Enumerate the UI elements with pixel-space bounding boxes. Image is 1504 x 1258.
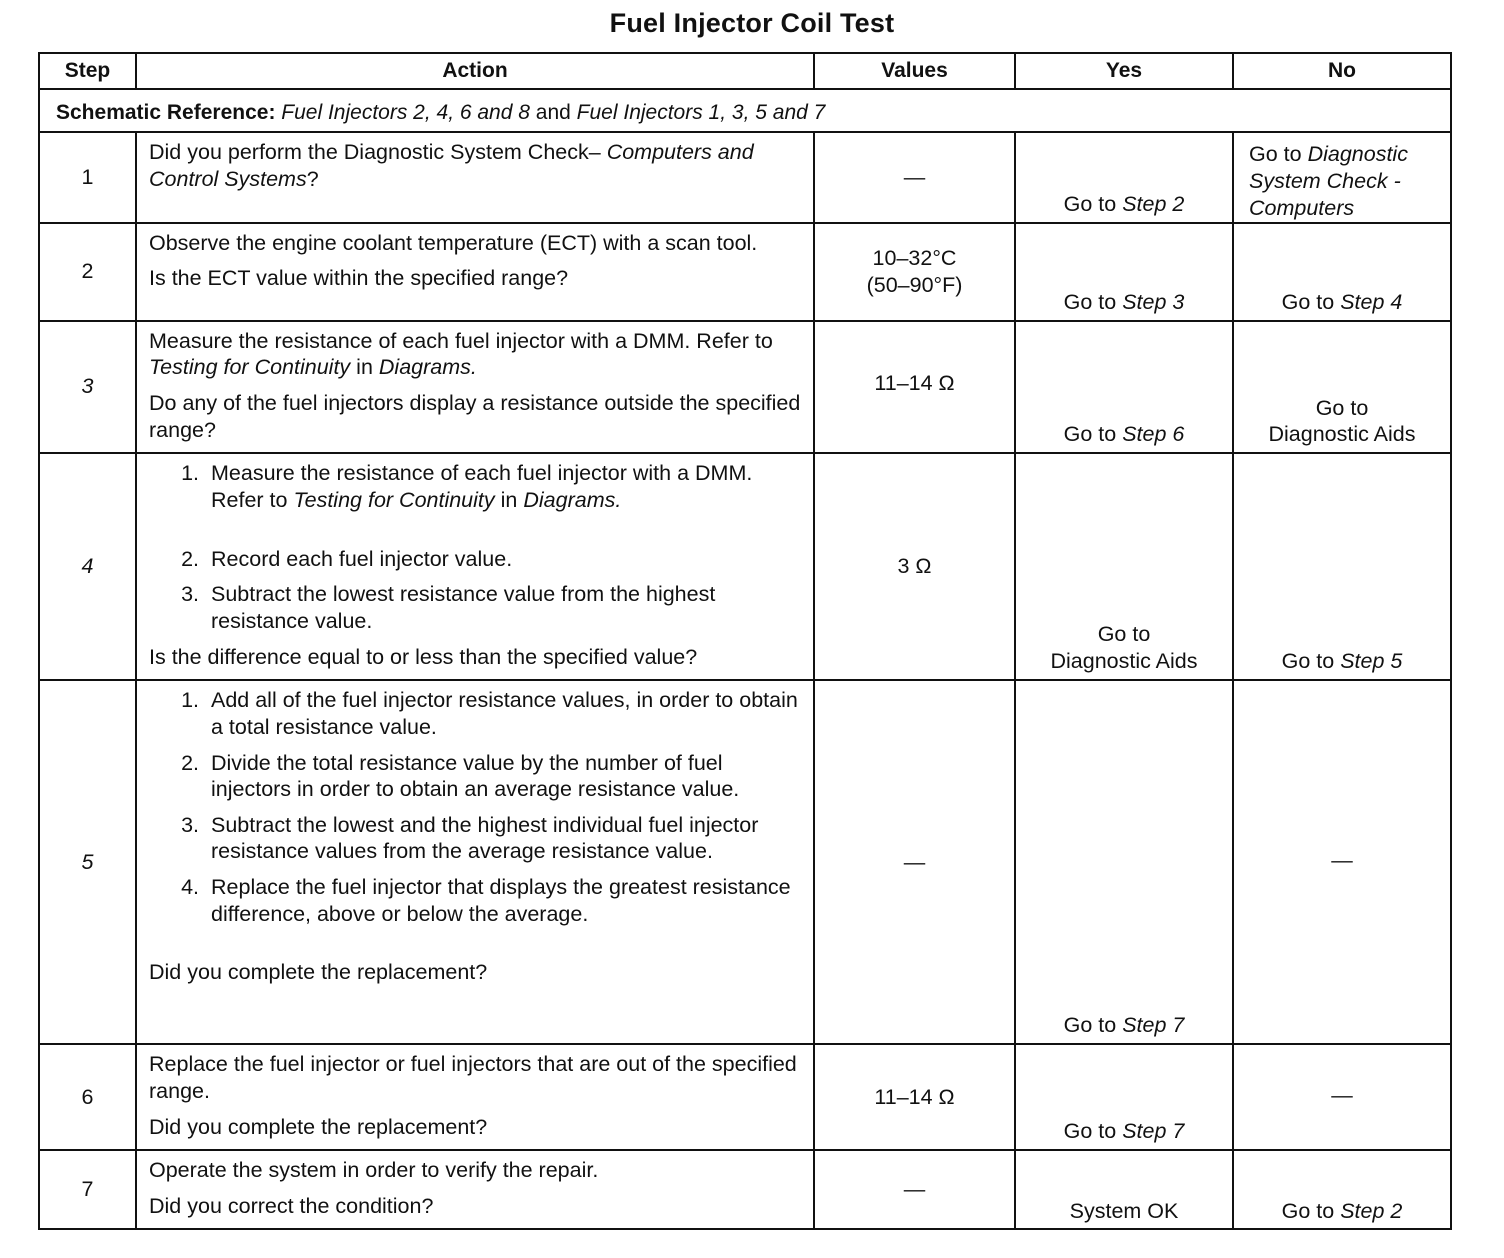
value-cell: — bbox=[814, 1150, 1015, 1229]
list-item: 1. Add all of the fuel injector resistance values, in order to obtain a total resistance value. bbox=[205, 687, 801, 740]
yes-link-diagnostic-aids[interactable]: Diagnostic Aids bbox=[1050, 649, 1198, 674]
value-cell: — bbox=[814, 680, 1015, 1044]
yes-text: Go to bbox=[1063, 422, 1117, 447]
list-item: 2. Record each fuel injector value. bbox=[205, 546, 801, 573]
yes-text: Go to bbox=[1063, 289, 1117, 314]
table-row bbox=[39, 680, 1451, 1044]
table-row bbox=[39, 1150, 1451, 1229]
action-question: Did you correct the condition? bbox=[149, 1193, 434, 1218]
no-link-step[interactable]: Step 5 bbox=[1340, 649, 1403, 674]
yes-text: Go to bbox=[1097, 622, 1151, 647]
table-row bbox=[39, 453, 1451, 680]
table-row bbox=[39, 132, 1451, 223]
table-row bbox=[39, 321, 1451, 454]
value-fahrenheit: (50–90°F) bbox=[866, 272, 963, 297]
header-values: Values bbox=[814, 53, 1015, 89]
list-item: 3. Subtract the lowest resistance value from the highest resistance value. bbox=[205, 581, 801, 634]
yes-link-step[interactable]: Step 3 bbox=[1122, 289, 1185, 314]
step-number: 5 bbox=[39, 680, 136, 1044]
value-celsius: 10–32°C bbox=[872, 245, 957, 270]
action-question: Did you complete the replacement? bbox=[149, 1114, 488, 1139]
action-question: Is the difference equal to or less than the specified value? bbox=[149, 644, 698, 669]
value-cell: 3 Ω bbox=[814, 453, 1015, 680]
action-cell bbox=[136, 1044, 814, 1150]
no-cell bbox=[1233, 1150, 1451, 1229]
no-cell: — bbox=[1233, 1044, 1451, 1150]
no-cell bbox=[1233, 132, 1451, 223]
no-link-step[interactable]: Step 4 bbox=[1340, 289, 1403, 314]
action-cell bbox=[136, 223, 814, 321]
no-text: Go to bbox=[1315, 395, 1369, 420]
header-yes: Yes bbox=[1015, 53, 1233, 89]
action-ref: Testing for Continuity bbox=[149, 355, 351, 380]
yes-cell bbox=[1015, 453, 1233, 680]
value-cell: 11–14 Ω bbox=[814, 321, 1015, 454]
header-no: No bbox=[1233, 53, 1451, 89]
yes-text: Go to bbox=[1063, 1119, 1117, 1144]
no-cell bbox=[1233, 223, 1451, 321]
list-item: 2. Divide the total resistance value by the number of fuel injectors in order to obtain an average resistance value. bbox=[205, 750, 801, 803]
header-step: Step bbox=[39, 53, 136, 89]
schematic-and: and bbox=[535, 100, 571, 124]
action-cell bbox=[136, 680, 814, 1044]
step-number: 4 bbox=[39, 453, 136, 680]
yes-cell bbox=[1015, 223, 1233, 321]
yes-link-step[interactable]: Step 2 bbox=[1122, 191, 1185, 216]
yes-cell bbox=[1015, 132, 1233, 223]
no-cell bbox=[1233, 453, 1451, 680]
no-text: Go to bbox=[1281, 649, 1335, 674]
value-cell bbox=[814, 223, 1015, 321]
header-row bbox=[39, 53, 1451, 89]
schematic-ref-2: Fuel Injectors 1, 3, 5 and 7 bbox=[576, 100, 826, 124]
action-cell bbox=[136, 132, 814, 223]
step-number: 2 bbox=[39, 223, 136, 321]
action-ref: Diagrams. bbox=[378, 355, 477, 380]
value-cell: 11–14 Ω bbox=[814, 1044, 1015, 1150]
no-link-diagnostic-aids[interactable]: Diagnostic Aids bbox=[1268, 422, 1416, 447]
action-ref: Computers and Control Systems bbox=[149, 140, 754, 191]
header-action: Action bbox=[136, 53, 814, 89]
schematic-label: Schematic Reference: bbox=[56, 100, 276, 124]
yes-link-step[interactable]: Step 7 bbox=[1122, 1013, 1185, 1038]
step-number: 1 bbox=[39, 132, 136, 223]
no-text: Go to bbox=[1281, 289, 1335, 314]
action-text: Did you perform the Diagnostic System Check– bbox=[149, 140, 601, 164]
list-item: 1. Measure the resistance of each fuel injector with a DMM. Refer to Testing for Continuity in Diagrams. bbox=[205, 460, 801, 513]
no-link-step[interactable]: Step 2 bbox=[1340, 1198, 1403, 1223]
action-cell bbox=[136, 1150, 814, 1229]
no-cell: — bbox=[1233, 680, 1451, 1044]
yes-cell: System OK bbox=[1015, 1150, 1233, 1229]
action-text: ? bbox=[306, 166, 319, 191]
diagnostic-table bbox=[38, 52, 1452, 1230]
no-text: Go to bbox=[1281, 1198, 1335, 1223]
yes-text: Go to bbox=[1063, 191, 1117, 216]
table-row bbox=[39, 1044, 1451, 1150]
action-question: Do any of the fuel injectors display a resistance outside the specified range? bbox=[149, 390, 801, 442]
action-text: Replace the fuel injector or fuel injectors that are out of the specified range. bbox=[149, 1052, 797, 1103]
schematic-ref-1: Fuel Injectors 2, 4, 6 and 8 bbox=[281, 100, 530, 124]
yes-link-step[interactable]: Step 6 bbox=[1122, 422, 1185, 447]
step-number: 6 bbox=[39, 1044, 136, 1150]
yes-text: Go to bbox=[1063, 1013, 1117, 1038]
action-text: Operate the system in order to verify the repair. bbox=[149, 1158, 599, 1183]
action-question: Did you complete the replacement? bbox=[149, 960, 488, 985]
no-link-diagnostic-system-check[interactable]: Diagnostic System Check - Computers bbox=[1249, 142, 1408, 220]
yes-cell bbox=[1015, 1044, 1233, 1150]
step-number: 7 bbox=[39, 1150, 136, 1229]
action-cell bbox=[136, 453, 814, 680]
yes-cell bbox=[1015, 680, 1233, 1044]
list-item: 3. Subtract the lowest and the highest individual fuel injector resistance values from the average resistance value. bbox=[205, 812, 801, 865]
table-row bbox=[39, 223, 1451, 321]
yes-cell bbox=[1015, 321, 1233, 454]
schematic-reference-row bbox=[39, 89, 1451, 132]
list-item: 4. Replace the fuel injector that displays the greatest resistance difference, above or below the average. bbox=[205, 874, 801, 927]
action-cell bbox=[136, 321, 814, 454]
action-text: in bbox=[356, 355, 373, 380]
action-text: Measure the resistance of each fuel injector with a DMM. Refer to bbox=[149, 328, 773, 353]
step-number: 3 bbox=[39, 321, 136, 454]
no-text: Go to bbox=[1249, 142, 1302, 166]
no-cell bbox=[1233, 321, 1451, 454]
action-question: Is the ECT value within the specified range? bbox=[149, 266, 569, 291]
schematic-reference bbox=[39, 89, 1451, 132]
value-cell: — bbox=[814, 132, 1015, 223]
page-title: Fuel Injector Coil Test bbox=[609, 8, 895, 38]
yes-link-step[interactable]: Step 7 bbox=[1122, 1119, 1185, 1144]
action-text: Observe the engine coolant temperature (ECT) with a scan tool. bbox=[149, 230, 758, 255]
